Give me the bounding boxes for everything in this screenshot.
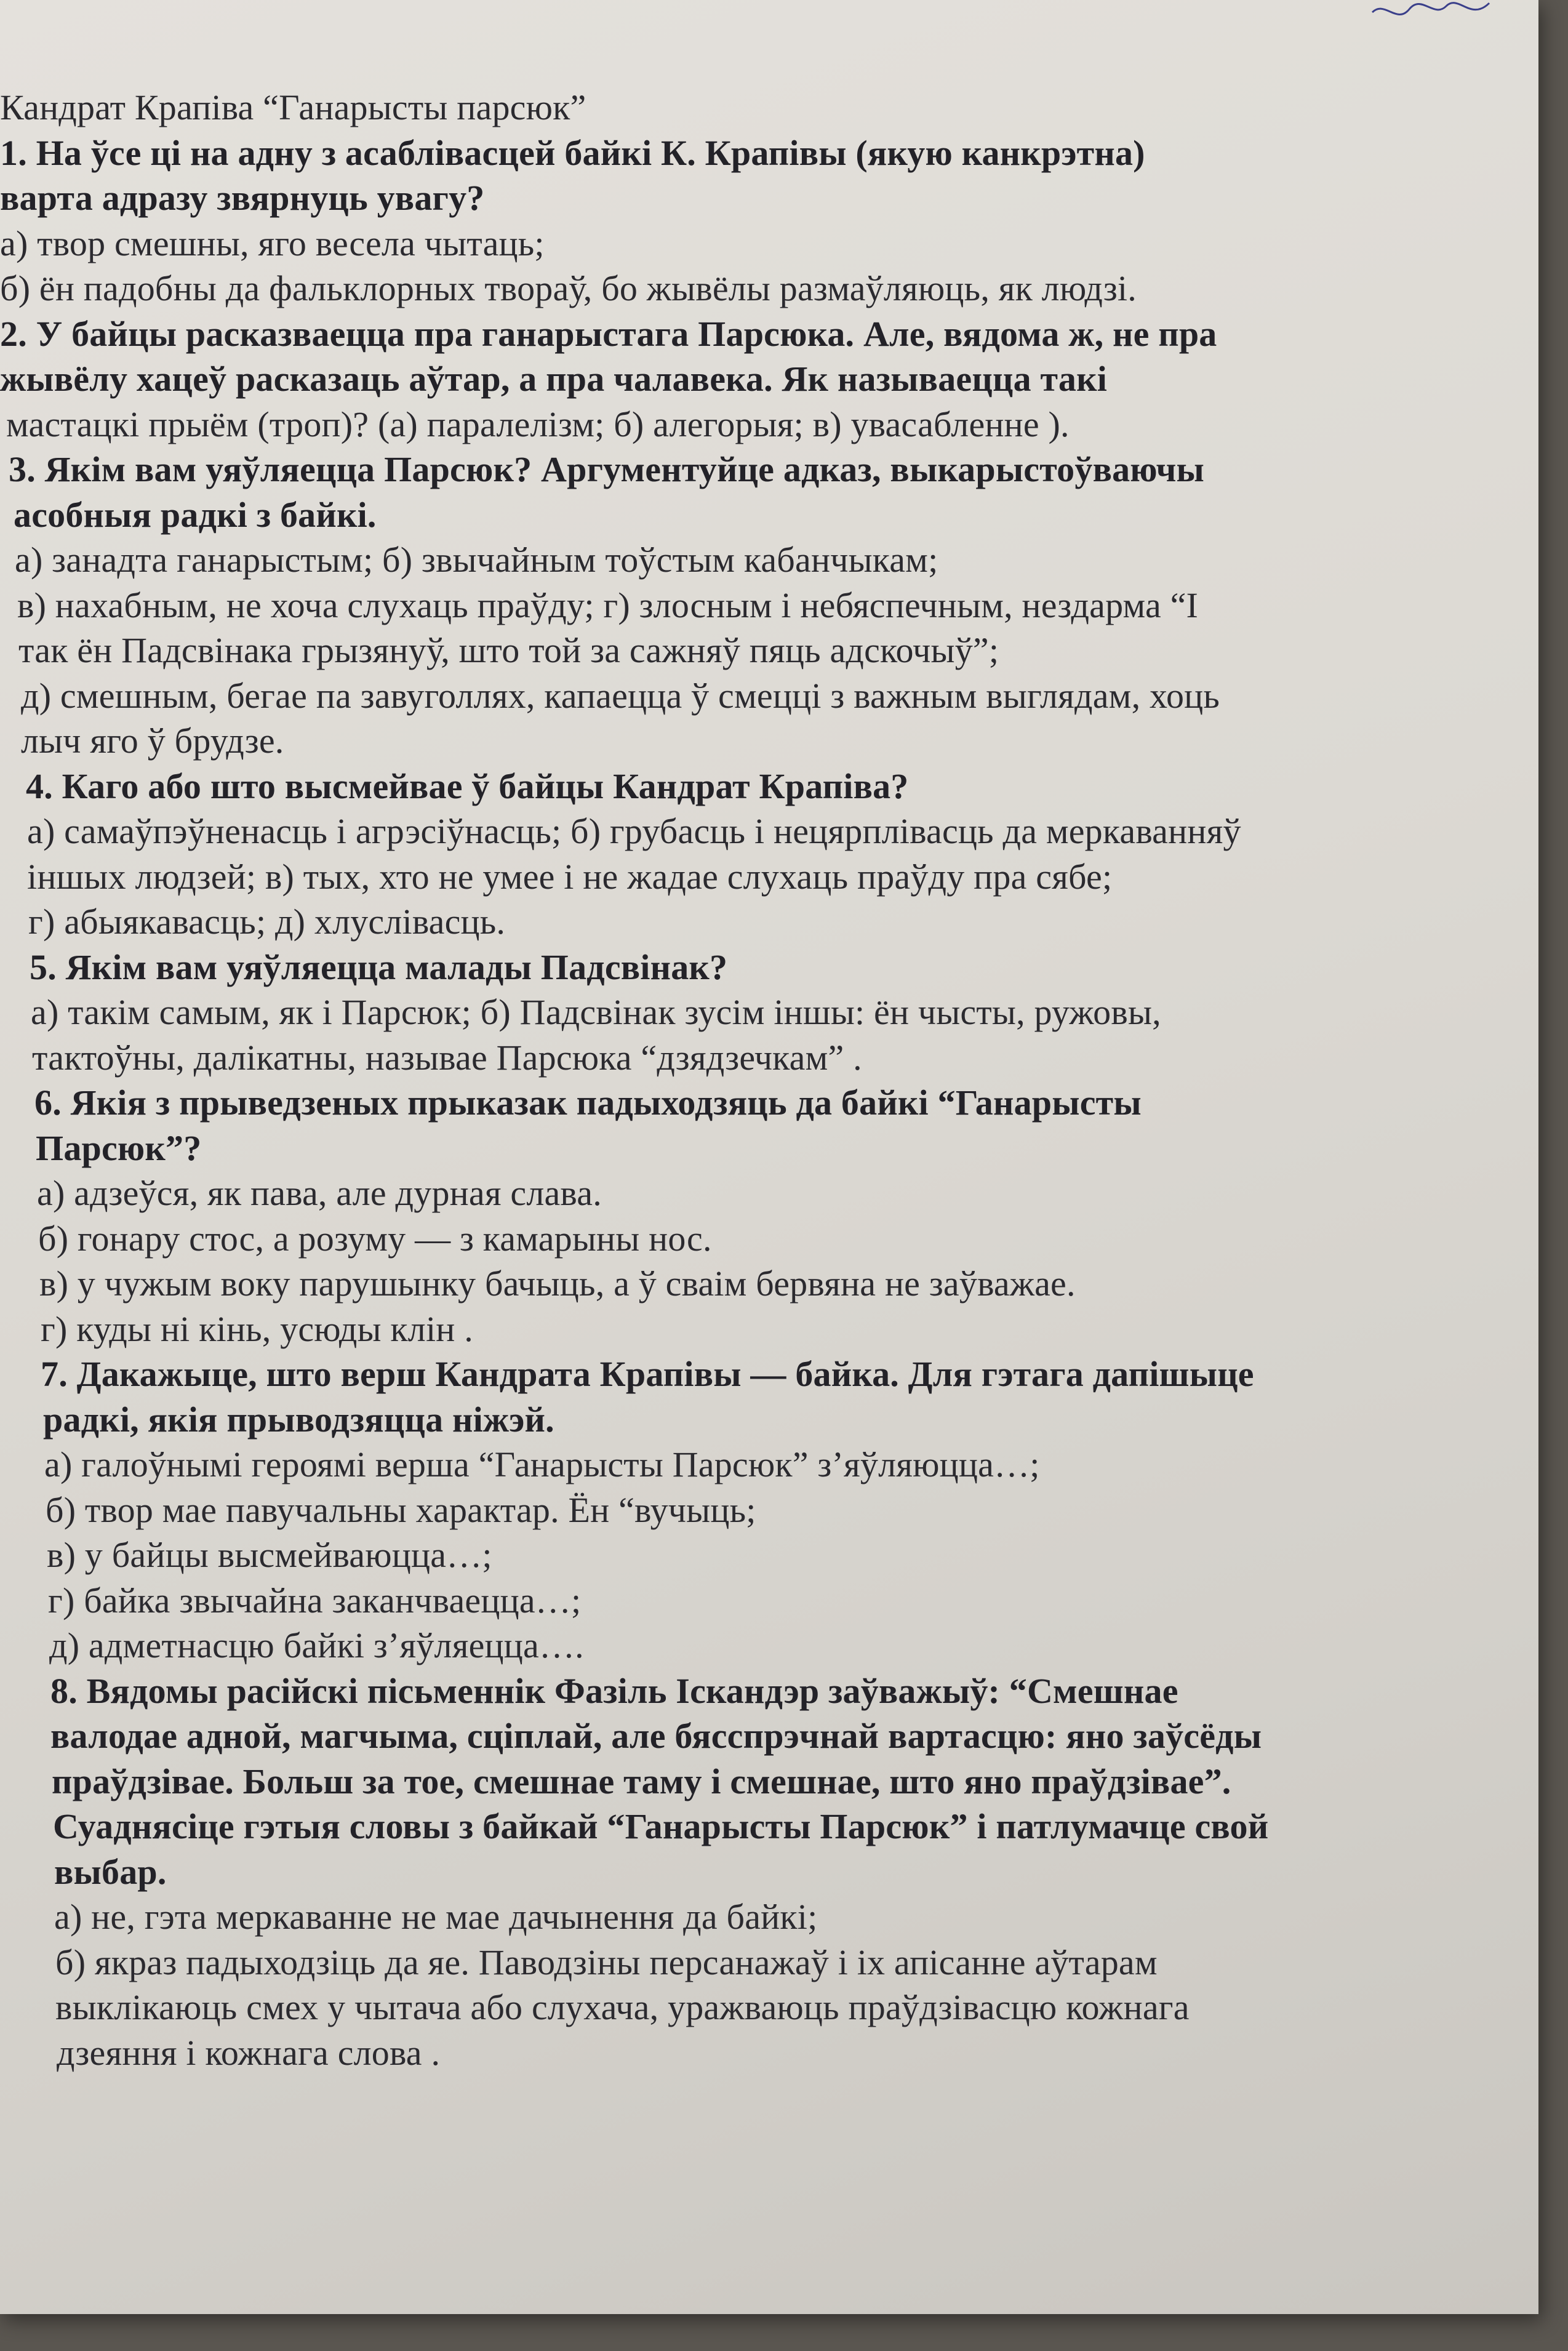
answer-line: в) у чужым воку парушынку бачыць, а ў сваім бервяна не заўважае. xyxy=(39,1264,1076,1304)
answer-line: г) куды ні кінь, усюды клін . xyxy=(41,1308,473,1349)
ink-scribble-icon xyxy=(1366,0,1502,31)
question-line: варта адразу звярнуць увагу? xyxy=(0,178,485,218)
question-line: 1. На ўсе ці на адну з асаблівасцей байкі К. Крапівы (якую канкрэтна) xyxy=(0,132,1145,173)
answer-line: г) абыякавасць; д) хлуслівасць. xyxy=(28,902,506,942)
answer-line: а) твор смешны, яго весела чытаць; xyxy=(0,223,545,263)
question-line: валодае адной, магчыма, сціплай, але бясспрэчнай вартасцю: яно заўсёды xyxy=(50,1716,1262,1756)
document-title: Кандрат Крапіва “Ганарысты парсюк” xyxy=(0,87,586,127)
question-line: жывёлу хацеў расказаць аўтар, а пра чалавека. Як называецца такі xyxy=(0,359,1108,399)
question-line: 2. У байцы расказваецца пра ганарыстага Парсюка. Але, вядома ж, не пра xyxy=(0,313,1217,354)
answer-line: так ён Падсвінака грызянуў, што той за сажняў пяць адскочыў”; xyxy=(18,630,999,670)
answer-line: г) байка звычайна заканчваецца…; xyxy=(48,1580,582,1620)
question-line: 4. Каго або што высмейвае ў байцы Кандрат Крапіва? xyxy=(26,766,909,806)
question-line: праўдзівае. Больш за тое, смешнае таму і смешнае, што яно праўдзівае”. xyxy=(52,1761,1231,1801)
question-line: радкі, якія прыводзяцца ніжэй. xyxy=(43,1399,554,1440)
answer-line: б) якраз падыходзіць да яе. Паводзіны персанажаў і іх апісанне аўтарам xyxy=(55,1942,1158,1982)
answer-line: іншых людзей; в) тых, хто не умее і не жадае слухаць праўду пра сябе; xyxy=(27,856,1113,897)
question-line: 3. Якім вам уяўляецца Парсюк? Аргументуйце адказ, выкарыстоўваючы xyxy=(9,449,1205,489)
question-line: асобныя радкі з байкі. xyxy=(14,494,377,535)
question-line: выбар. xyxy=(54,1851,167,1892)
answer-line: тактоўны, далікатны, называе Парсюка “дзядзечкам” . xyxy=(32,1037,862,1078)
answer-line: д) смешным, бегае па завуголлях, капаецца ў смецці з важным выглядам, хоць xyxy=(21,675,1220,716)
question-line: Парсюк”? xyxy=(36,1127,202,1168)
answer-line: а) такім самым, як і Парсюк; б) Падсвінак зусім іншы: ён чысты, ружовы, xyxy=(31,992,1161,1032)
answer-line: лыч яго ў брудзе. xyxy=(21,721,284,761)
answer-line: а) галоўнымі героямі верша “Ганарысты Парсюк” з’яўляюцца…; xyxy=(44,1444,1040,1484)
answer-line: выклікаюць смех у чытача або слухача, уражваюць праўдзівасцю кожнага xyxy=(55,1987,1190,2027)
question-line: Суаднясіце гэтыя словы з байкай “Ганарысты Парсюк” і патлумачце свой xyxy=(53,1806,1269,1846)
answer-line: б) гонару стос, а розуму — з камарыны нос. xyxy=(38,1218,712,1259)
answer-line: а) адзеўся, як пава, але дурная слава. xyxy=(37,1173,602,1213)
question-line: 8. Вядомы расійскі пісьменнік Фазіль Іскандэр заўважыў: “Смешнае xyxy=(50,1670,1178,1711)
answer-line: д) адметнасцю байкі з’яўляецца…. xyxy=(49,1625,584,1665)
question-line: 5. Якім вам уяўляецца малады Падсвінак? xyxy=(30,947,728,987)
document-body xyxy=(0,85,1520,2075)
answer-line: б) ён падобны да фальклорных твораў, бо жывёлы размаўляюць, як людзі. xyxy=(0,268,1137,308)
answer-line: а) самаўпэўненасць і агрэсіўнасць; б) грубасць і нецярплівасць да меркаванняў xyxy=(27,811,1241,851)
answer-line: дзеяння і кожнага слова . xyxy=(57,2032,441,2073)
question-line: 6. Якія з прыведзеных прыказак падыходзяць да байкі “Ганарысты xyxy=(34,1083,1142,1123)
answer-line: в) у байцы высмейваюцца…; xyxy=(47,1535,492,1575)
answer-line: мастацкі прыём (троп)? (а) паралелізм; б) алегорыя; в) увасабленне ). xyxy=(6,404,1070,444)
answer-line: а) занадта ганарыстым; б) звычайным тоўстым кабанчыкам; xyxy=(15,540,938,580)
answer-line: в) нахабным, не хоча слухаць праўду; г) злосным і небяспечным, нездарма “І xyxy=(17,585,1199,625)
question-lines xyxy=(0,130,1520,2076)
question-line: 7. Дакажыце, што верш Кандрата Крапівы — байка. Для гэтага дапішыце xyxy=(41,1354,1254,1394)
answer-line: а) не, гэта меркаванне не мае дачынення да байкі; xyxy=(54,1897,818,1937)
answer-line: б) твор мае павучальны характар. Ён “вучыць; xyxy=(46,1489,756,1530)
